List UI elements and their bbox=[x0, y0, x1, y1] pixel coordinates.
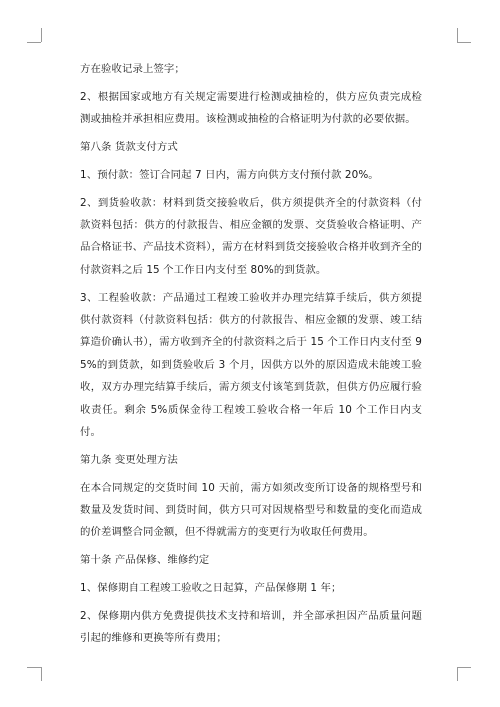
crop-mark-bottom-right-h bbox=[457, 667, 471, 668]
paragraph-change-handling: 在本合同规定的交货时间 10 天前，需方如须改变所订设备的规格型号和数量及发货时间、到货时间，供方只可对因规格型号和数量的变化而造成的价差调整合同金额，但不得就需方的变更行为收取任何费用。 bbox=[80, 481, 422, 539]
section-heading-article-9: 第九条 变更处理方法 bbox=[80, 453, 178, 466]
paragraph-warranty-period: 1、保修期自工程竣工验收之日起算，产品保修期 1 年； bbox=[80, 582, 342, 595]
crop-mark-top-left-h bbox=[27, 42, 41, 43]
crop-mark-bottom-left-h bbox=[27, 667, 41, 668]
crop-mark-bottom-right-v bbox=[457, 667, 458, 681]
crop-mark-top-left-v bbox=[41, 28, 42, 42]
crop-mark-bottom-left-v bbox=[41, 667, 42, 681]
document-body bbox=[80, 58, 422, 655]
paragraph-delivery-acceptance-payment: 2、到货验收款：材料到货交接验收后，供方须提供齐全的付款资料（付款资料包括：供方的付款报告、相应金额的发票、交货验收合格证明、产品合格证书、产品技术资料），需方在材料到货交接验收合格并收到齐全的付款资料之后 15 个工作日内支付至 80%的到货款。 bbox=[80, 196, 422, 276]
crop-mark-top-right-v bbox=[457, 28, 458, 42]
paragraph-project-acceptance-payment: 3、工程验收款：产品通过工程竣工验收并办理完结算手续后，供方须提供付款资料（付款资料包括：供方的付款报告、相应金额的发票、竣工结算造价确认书），需方收到齐全的付款资料之后于 15 个工作日内支付至 95%的到货款，如到货验收后 3 个月，因供方以外的原因造成未能竣工验收，双方办理完结算手续后，需方须支付该笔到货款，但供方仍应履行验收责任。剩余 5%质保金待工程竣工验收合格一年后 10 个工作日内支付。 bbox=[80, 291, 422, 439]
paragraph-continuation: 方在验收记录上签字； bbox=[80, 63, 185, 75]
section-heading-article-8: 第八条 货款支付方式 bbox=[80, 141, 178, 153]
paragraph-warranty-support: 2、保修期内供方免费提供技术支持和培训，并全部承担因产品质量问题引起的维修和更换等所有费用； bbox=[80, 609, 422, 645]
section-heading-article-10: 第十条 产品保修、维修约定 bbox=[80, 554, 210, 567]
paragraph-advance-payment: 1、预付款：签订合同起 7 日内，需方向供方支付预付款 20%。 bbox=[80, 168, 379, 181]
paragraph-inspection-clause: 2、根据国家或地方有关规定需要进行检测或抽检的，供方应负责完成检测或抽检并承担相应费用。该检测或抽检的合格证明为付款的必要依据。 bbox=[80, 90, 422, 126]
crop-mark-top-right-h bbox=[457, 42, 471, 43]
